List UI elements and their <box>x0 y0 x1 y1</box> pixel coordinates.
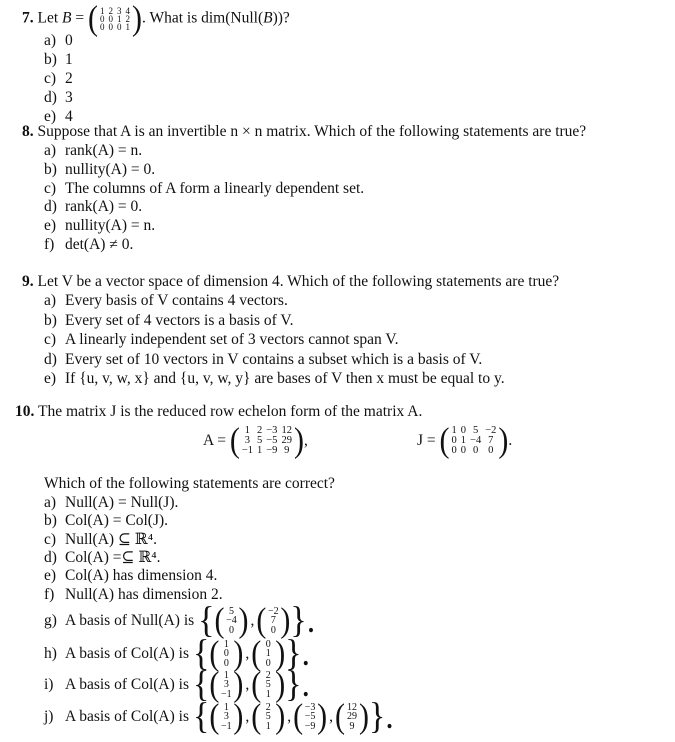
vector-entry: −1 <box>221 688 232 700</box>
column-vector <box>220 640 232 669</box>
matrix-cell: 0 <box>108 22 113 32</box>
matrix-B <box>88 0 142 38</box>
right-paren: ) <box>275 665 286 704</box>
option-text: A basis of Col(A) is <box>65 645 189 662</box>
column-vector <box>220 671 232 700</box>
matrix-cell: 2 <box>108 6 113 16</box>
option-item <box>44 160 155 179</box>
option-item <box>44 566 217 585</box>
question-number: 8. <box>22 123 34 140</box>
option-item <box>44 141 142 160</box>
matrix-cell: 1 <box>244 425 251 437</box>
vector-entry: −3 <box>304 701 316 713</box>
option-text: Null(A) = Null(J). <box>65 494 179 511</box>
question-9-stem <box>22 272 559 291</box>
matrix-A-grid <box>240 426 294 456</box>
equals: = <box>75 9 85 27</box>
vector-entry: 1 <box>223 701 229 713</box>
option-letter: j) <box>44 708 54 725</box>
matrix-cell: −9 <box>266 445 278 457</box>
vector-entry: 7 <box>270 615 276 627</box>
matrix-cell: −5 <box>266 435 278 447</box>
separator: , <box>303 432 308 449</box>
option-text: A basis of Col(A) is <box>65 676 189 693</box>
option-text: A basis of Col(A) is <box>65 708 189 725</box>
set-open-brace: { <box>193 633 210 674</box>
matrix-row <box>450 446 499 456</box>
set-close-brace: }. <box>285 664 311 705</box>
vector-entry: 2 <box>265 669 271 681</box>
option-text: The columns of A form a linearly dependent set. <box>65 179 365 197</box>
basis-option <box>44 633 311 674</box>
matrix-cell: −4 <box>470 435 482 447</box>
var-B: B <box>263 9 273 27</box>
vector-entry: 12 <box>346 701 357 713</box>
matrix-cell: 29 <box>281 435 292 447</box>
left-paren: ( <box>439 421 450 460</box>
option-text: rank(A) = 0. <box>65 198 143 216</box>
set-close-brace: }. <box>368 696 394 737</box>
option-text: Every set of 4 vectors is a basis of V. <box>65 311 294 329</box>
matrix-cell: 3 <box>117 6 122 16</box>
option-letter: a) <box>44 494 57 511</box>
vector-entry: −1 <box>221 720 232 732</box>
column-vector <box>262 671 274 700</box>
option-item <box>44 311 293 330</box>
option-text: 3 <box>65 89 73 106</box>
option-item <box>44 216 155 235</box>
vector-entry: 0 <box>265 638 271 650</box>
option-letter: b) <box>44 512 57 530</box>
stem-text: . What is dim(Null( <box>142 9 264 27</box>
matrix-cell: 1 <box>257 445 263 457</box>
vector-entry: −2 <box>268 605 279 617</box>
option-item <box>44 50 73 69</box>
left-paren: ( <box>209 634 220 673</box>
right-paren: ) <box>233 697 244 736</box>
option-letter: h) <box>44 645 57 662</box>
matrix-cell: −1 <box>241 445 254 457</box>
option-text: 0 <box>65 32 73 49</box>
vector-entry: −9 <box>304 720 316 732</box>
matrix-J-label: J = <box>417 432 436 449</box>
matrix-cell: 5 <box>472 425 479 437</box>
option-item <box>44 197 142 216</box>
option-letter: a) <box>44 32 57 49</box>
option-item <box>44 511 168 530</box>
vector-entry: −5 <box>304 711 316 723</box>
matrix-cell: 0 <box>460 445 467 457</box>
right-paren: ) <box>233 665 244 704</box>
option-letter: c) <box>44 331 57 348</box>
left-paren: ( <box>214 601 225 640</box>
matrix-J-grid <box>450 426 499 456</box>
stem-text: Suppose that A is an invertible n × n matrix. Which of the following statements are true? <box>37 123 587 140</box>
option-text: Every basis of V contains 4 vectors. <box>65 292 288 309</box>
vector-entry: 0 <box>229 624 234 636</box>
vector-entry: 0 <box>223 648 229 660</box>
vector-entry: 1 <box>265 648 271 660</box>
question-10-stem <box>15 402 422 421</box>
option-letter: f) <box>44 585 55 603</box>
left-paren: ( <box>209 665 220 704</box>
matrix-cell: 0 <box>488 445 494 457</box>
vector-entry: 0 <box>265 657 271 669</box>
left-paren: ( <box>251 697 262 736</box>
matrix-cell: −2 <box>485 425 497 437</box>
column-vector <box>226 607 238 636</box>
vector-separator: , <box>250 612 255 629</box>
matrix-A-label: A = <box>203 432 226 449</box>
matrix-cell: 0 <box>100 14 105 24</box>
matrix-A <box>229 421 304 460</box>
left-paren: ( <box>293 697 304 736</box>
option-letter: c) <box>44 179 57 197</box>
matrix-cell: 0 <box>472 445 479 457</box>
set-open-brace: { <box>198 600 215 641</box>
option-item <box>44 31 73 50</box>
matrix-cell: 1 <box>125 22 130 32</box>
vector-separator: , <box>245 708 250 725</box>
matrix-cell: 2 <box>125 14 130 24</box>
vector-entry: 9 <box>349 720 355 732</box>
vector-entry: 1 <box>223 638 229 650</box>
vector-separator: , <box>287 708 292 725</box>
option-letter: a) <box>44 142 57 159</box>
option-letter: c) <box>44 530 57 548</box>
option-text: A linearly independent set of 3 vectors cannot span V. <box>65 331 399 348</box>
option-letter: g) <box>44 612 57 629</box>
option-item <box>44 179 364 198</box>
left-paren: ( <box>256 601 267 640</box>
left-paren: ( <box>209 697 220 736</box>
option-text: Null(A) has dimension 2. <box>65 585 223 603</box>
matrix-cell: 1 <box>100 6 105 16</box>
right-paren: ) <box>293 421 304 460</box>
matrix-cell: 0 <box>460 425 467 437</box>
option-text: Null(A) ⊆ ℝ⁴. <box>65 530 157 548</box>
option-letter: e) <box>44 567 57 585</box>
left-paren: ( <box>229 421 240 460</box>
matrix-cell: 1 <box>460 435 467 447</box>
option-letter: b) <box>44 160 57 178</box>
question-number: 7. <box>22 9 34 27</box>
matrix-cell: −3 <box>266 425 278 437</box>
question-number: 9. <box>22 273 34 290</box>
vector-entry: 29 <box>346 711 357 723</box>
vector-separator: , <box>329 708 333 725</box>
vector-separator: , <box>245 645 250 662</box>
matrix-cell: 7 <box>488 435 494 447</box>
matrix-B-grid <box>98 7 132 31</box>
matrix-A-display <box>203 421 308 460</box>
matrix-cell: 0 <box>451 435 457 447</box>
vector-entry: 5 <box>265 711 271 723</box>
column-vector <box>346 703 358 732</box>
column-vector <box>262 703 274 732</box>
option-letter: c) <box>44 70 57 87</box>
right-paren: ) <box>275 634 286 673</box>
right-paren: ) <box>358 697 369 736</box>
matrix-cell: 12 <box>281 425 292 437</box>
matrix-cell: 4 <box>125 6 130 16</box>
matrix-cell: 5 <box>257 435 263 447</box>
vector-separator: , <box>245 676 250 693</box>
vector-entry: 0 <box>223 657 229 669</box>
matrix-cell: 9 <box>284 445 290 457</box>
option-text: If {u, v, w, x} and {u, v, w, y} are bases of V then x must be equal to y. <box>65 370 505 387</box>
option-text: 2 <box>65 70 73 87</box>
basis-option <box>44 600 316 641</box>
matrix-cell: 0 <box>451 445 457 457</box>
option-letter: e) <box>44 108 57 125</box>
option-item <box>44 493 178 512</box>
option-item <box>44 235 133 254</box>
option-letter: i) <box>44 676 54 693</box>
matrix-row <box>240 446 294 456</box>
right-paren: ) <box>317 697 328 736</box>
right-paren: ) <box>498 421 509 460</box>
vector-entry: 2 <box>265 701 271 713</box>
vector-entry: 1 <box>223 669 229 681</box>
vector-entry: −4 <box>226 615 237 627</box>
option-letter: e) <box>44 370 57 387</box>
option-text: Col(A) =⊆ ℝ⁴. <box>65 548 161 566</box>
stem-text: Let <box>37 9 59 27</box>
option-item <box>44 350 482 369</box>
matrix-cell: 0 <box>100 22 105 32</box>
option-letter: d) <box>44 548 57 566</box>
stem-text: Let V be a vector space of dimension 4. Which of the following statements are true? <box>37 273 560 290</box>
matrix-cell: 2 <box>257 425 263 437</box>
option-text: Col(A) has dimension 4. <box>65 567 218 585</box>
option-text: 1 <box>65 51 73 68</box>
option-item <box>44 548 161 567</box>
left-paren: ( <box>88 0 98 38</box>
left-paren: ( <box>251 634 262 673</box>
matrix-cell: 0 <box>117 22 122 32</box>
set-open-brace: { <box>193 664 210 705</box>
matrix-cell: 3 <box>244 435 251 447</box>
column-vector <box>262 640 274 669</box>
option-letter: a) <box>44 292 57 309</box>
matrix-cell: 0 <box>108 14 113 24</box>
option-letter: d) <box>44 350 57 368</box>
column-vector <box>267 607 279 636</box>
var-B: B <box>62 9 72 27</box>
option-text: Every set of 10 vectors in V contains a subset which is a basis of V. <box>65 350 483 368</box>
option-text: 4 <box>65 108 73 125</box>
option-letter: d) <box>44 198 57 216</box>
option-letter: b) <box>44 311 57 329</box>
matrix-cell: 1 <box>451 425 457 437</box>
option-text: Col(A) = Col(J). <box>65 512 169 530</box>
option-item <box>44 330 398 349</box>
option-text: rank(A) = n. <box>65 142 143 159</box>
question-7-stem <box>22 0 290 38</box>
vector-entry: 3 <box>223 679 229 691</box>
question-10-prompt: Which of the following statements are correct? <box>44 475 335 492</box>
left-paren: ( <box>334 697 345 736</box>
set-close-brace: }. <box>290 600 316 641</box>
option-item <box>44 88 73 107</box>
question-8-stem <box>22 122 586 141</box>
option-letter: f) <box>44 236 55 253</box>
option-item <box>44 530 157 549</box>
vector-entry: 1 <box>265 720 271 732</box>
option-item <box>44 291 288 310</box>
right-paren: ) <box>238 601 249 640</box>
option-letter: d) <box>44 89 57 106</box>
stem-text: The matrix J is the reduced row echelon form of the matrix A. <box>37 403 423 420</box>
separator: . <box>508 432 513 449</box>
set-open-brace: { <box>193 696 210 737</box>
right-paren: ) <box>233 634 244 673</box>
column-vector <box>220 703 232 732</box>
question-number: 10. <box>15 403 35 420</box>
matrix-cell: 1 <box>117 14 122 24</box>
basis-option <box>44 664 311 705</box>
basis-option <box>44 696 394 737</box>
stem-text: ))? <box>272 9 290 27</box>
right-paren: ) <box>132 0 142 38</box>
left-paren: ( <box>251 665 262 704</box>
option-item <box>44 369 505 388</box>
option-letter: b) <box>44 51 57 68</box>
vector-entry: 3 <box>223 711 229 723</box>
option-text: nullity(A) = n. <box>65 217 156 235</box>
option-text: nullity(A) = 0. <box>65 160 156 178</box>
option-item <box>44 585 223 604</box>
option-letter: e) <box>44 217 57 235</box>
option-text: det(A) ≠ 0. <box>65 236 134 253</box>
right-paren: ) <box>280 601 291 640</box>
option-text: A basis of Null(A) is <box>65 612 195 629</box>
matrix-J <box>439 421 509 460</box>
matrix-row <box>98 23 132 31</box>
vector-entry: 5 <box>229 605 234 617</box>
matrix-J-display <box>417 421 513 460</box>
vector-entry: 1 <box>265 688 271 700</box>
right-paren: ) <box>275 697 286 736</box>
option-item <box>44 69 73 88</box>
set-close-brace: }. <box>285 633 311 674</box>
vector-entry: 0 <box>270 624 276 636</box>
vector-entry: 5 <box>265 679 271 691</box>
column-vector <box>304 703 316 732</box>
